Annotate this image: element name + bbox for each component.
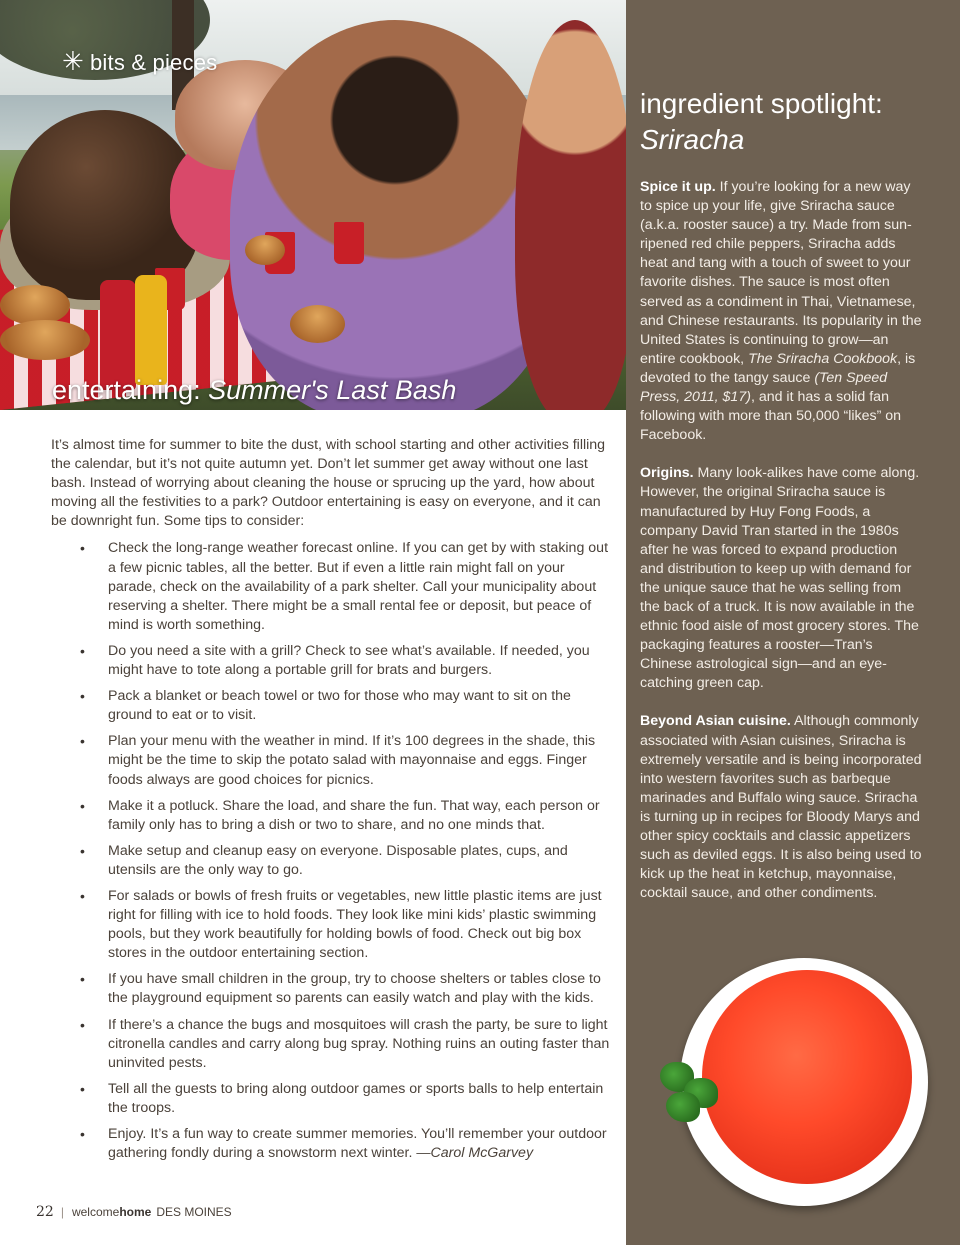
list-item (51, 539, 613, 634)
paragraph-lead: Origins. (640, 465, 694, 482)
hot-dog-bun (0, 285, 70, 325)
brand-city: DES MOINES (156, 1205, 232, 1219)
tip-text: Do you need a site with a grill? Check to see what’s available. If needed, you might have to tote along a portable grill for brats and burgers. (108, 642, 590, 679)
article-title (52, 375, 456, 406)
tip-text: Pack a blanket or beach towel or two for those who may want to sit on the ground to eat or to visit. (108, 688, 571, 724)
page-footer (36, 1204, 232, 1220)
tip-text: For salads or bowls of fresh fruits or vegetables, new little plastic items are just right for filling with ice to hold foods. They look like mini kids’ plastic swimming pools, but they work beautifully for holding bowls of food. Check out big box stores in the outdoor entertaining section. (108, 887, 602, 962)
footer-separator: | (60, 1205, 64, 1219)
brand-bold: home (119, 1205, 152, 1219)
list-item (51, 1080, 613, 1118)
paragraph-text: , and it has a solid fan following with more than 50,000 “likes” on Facebook. (640, 389, 902, 444)
paragraph-lead: Spice it up. (640, 179, 716, 195)
publisher-info: (Ten Speed Press, 2011, $17) (640, 369, 888, 406)
sidebar-heading-line1: ingredient spotlight: (640, 88, 883, 119)
list-item (51, 842, 613, 880)
tip-text: If you have small children in the group, try to choose shelters or tables close to the playground equipment so parents can easily watch and play with the kids. (108, 971, 601, 1007)
asterisk-icon: ✳ (62, 46, 84, 76)
byline: —Carol McGarvey (416, 1145, 534, 1162)
paragraph-text: Although commonly associated with Asian cuisines, Sriracha is extremely versatile and is being incorporated into western favorites such as barbeque marinades and Buffalo wing sauce. Sriracha is turning up in recipes for Bloody Marys and other spicy cocktails and classic appetizers such as deviled eggs. It is also being used to kick up the heat in ketchup, mayonnaise, cocktail sauce, and other condiments. (640, 713, 922, 902)
sidebar-heading (640, 86, 883, 158)
person-woman-back (230, 20, 560, 410)
tip-text: Tell all the guests to bring along outdoor games or sports balls to help entertain the troops. (108, 1080, 604, 1116)
bullet-icon: • (80, 540, 85, 557)
list-item (51, 1016, 613, 1073)
paragraph-text: Many look-alikes have come along. However, the original Sriracha sauce is manufactured by Huy Fong Foods, a company David Tran started in the 1980s after he was forced to expand production and distribution to keep up with demand for the unique sauce that he was selling from the back of a truck. It is now available in the ethnic food aisle of most grocery stores. The packaging features a rooster—Tran’s Chinese astrological sign—and an eye-catching green cap. (640, 465, 920, 692)
tips-list (51, 539, 613, 1163)
article-title-italic: Summer's Last Bash (208, 375, 457, 405)
section-tag (62, 46, 217, 77)
sidebar-paragraph (640, 464, 922, 693)
bullet-icon: • (80, 797, 85, 814)
brand-light: welcome (71, 1205, 120, 1219)
tip-text: Plan your menu with the weather in mind. If it’s 100 degrees in the shade, this might be the time to skip the potato salad with mayonnaise and eggs. Finger foods always are good choices for picnics. (108, 733, 596, 788)
list-item (51, 970, 613, 1008)
paragraph-text: , is devoted to the tangy sauce (640, 350, 916, 386)
tip-text: If there’s a chance the bugs and mosquitoes will crash the party, be sure to light citronella candles and carry along bug spray. Nothing ruins an outing faster than uninvited pests. (108, 1016, 610, 1071)
mustard-bottle (135, 275, 167, 385)
ketchup-bottle (100, 280, 136, 390)
paragraph-lead: Beyond Asian cuisine. (640, 713, 791, 730)
sidebar-body (640, 178, 922, 922)
book-title: The Sriracha Cookbook (748, 350, 898, 367)
burger (245, 235, 285, 265)
tip-text: Enjoy. It’s a fun way to create summer memories. You’ll remember your outdoor gathering fondly during a snowstorm next winter. (108, 1126, 607, 1162)
sriracha-sauce (702, 970, 912, 1184)
red-cup (334, 222, 364, 264)
tip-text: Make setup and cleanup easy on everyone. Disposable plates, cups, and utensils are the only way to go. (108, 842, 568, 878)
bullet-icon: • (80, 733, 85, 750)
paragraph-text: If you’re looking for a new way to spice up your life, give Sriracha sauce (a.k.a. rooster sauce) a try. Made from sun-ripened red chile peppers, Sriracha adds heat and tang with a touch of sweet to your favorite dishes. The sauce is most often served as a condiment in Thai, Vietnamese, and Chinese restaurants. Its popularity in the United States is continuing to grow—an entire cookbook, (640, 179, 922, 367)
bullet-icon: • (80, 842, 85, 859)
cilantro-leaf (666, 1092, 700, 1122)
article-intro: It’s almost time for summer to bite the dust, with school starting and other activities filling the calendar, but it’s not quite autumn yet. Don’t let summer get away without one last bash. Instead of worrying about cleaning the house or sprucing up the yard, how about moving all the festivities to a park? Outdoor entertaining is easy on everyone, and it can be downright fun. Some tips to consider: (51, 437, 606, 530)
hero-photo (0, 0, 626, 410)
list-item (51, 642, 613, 680)
tip-text: Make it a potluck. Share the load, and share the fun. That way, each person or family only has to bring a dish or two to share, and no one minds that. (108, 797, 600, 833)
bullet-icon: • (80, 1016, 85, 1033)
burger (290, 305, 345, 343)
sidebar-heading-line2: Sriracha (640, 124, 745, 155)
bullet-icon: • (80, 971, 85, 988)
hot-dog-bun (0, 320, 90, 360)
list-item (51, 732, 613, 789)
bullet-icon: • (80, 688, 85, 705)
bullet-icon: • (80, 1080, 85, 1097)
person-man-right (515, 20, 626, 410)
list-item (51, 687, 613, 725)
list-item (51, 797, 613, 835)
sidebar-paragraph (640, 712, 922, 903)
page-number: 22 (36, 1204, 54, 1220)
article-title-prefix: entertaining: (52, 375, 201, 405)
article-body (51, 436, 613, 1170)
sidebar-paragraph (640, 178, 922, 445)
list-item (51, 887, 613, 963)
section-tag-label: bits & pieces (90, 50, 218, 75)
list-item (51, 1125, 613, 1163)
bullet-icon: • (80, 1126, 85, 1142)
tip-text: Check the long-range weather forecast online. If you can get by with staking out a few picnic tables, all the better. But if even a little rain might fall on your parade, check on the availability of a park shelter. Call your municipality about reserving a shelter. There might be a small rental fee or deposit, but peace of mind is worth something. (108, 540, 609, 633)
bullet-icon: • (80, 642, 85, 659)
bullet-icon: • (80, 887, 85, 904)
